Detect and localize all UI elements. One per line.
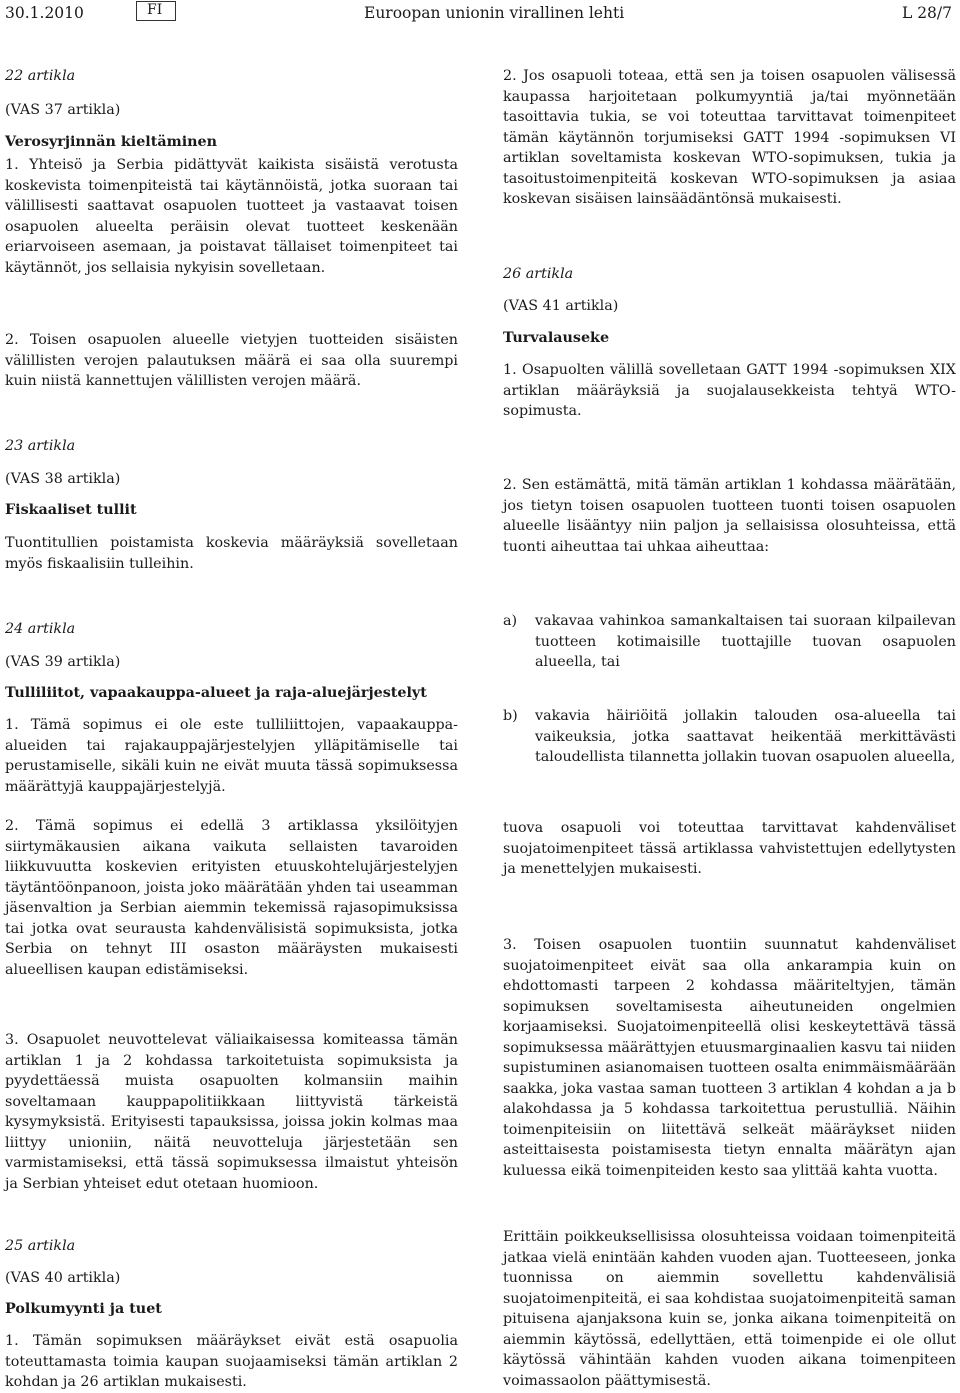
article-22-vas: (VAS 37 artikla) <box>5 102 121 118</box>
page-header <box>0 0 960 30</box>
journal-title: Euroopan unionin virallinen lehti <box>364 4 625 22</box>
language-badge: FI <box>136 1 176 21</box>
item-b-text: vakavia häiriöitä jollakin talouden osa-alueella tai vaikeuksia, jotka saattavat heikentää merkittävästi taloudellista tilannetta jollakin tuovan osapuolen alueella, <box>535 708 956 765</box>
article-26-paragraph-1: 1. Osapuolten välillä sovelletaan GATT 1994 -sopimuksen XIX artiklan määräyksiä ja suojalausekkeista tehtyä WTO-sopimusta. <box>503 362 956 419</box>
page-reference: L 28/7 <box>901 4 952 22</box>
article-26-number: 26 artikla <box>503 266 574 282</box>
article-24-vas: (VAS 39 artikla) <box>5 654 121 670</box>
article-26-paragraph-3: 3. Toisen osapuolen tuontiin suunnatut kahdenväliset suojatoimenpiteet eivät saa olla ankarampia kuin on ehdottomasti tarpeen 2 kohdassa määriteltyjen, tämän sopimuksen soveltamisesta aiheutuneiden ongelmien korjaamiseksi. Suojatoimenpiteellä olisi keskeytettävä tässä sopimuksessa määrättyjen etuusmarginaalien kasvu tai niiden supistuminen asianomaisen tuotteen osalta enimmäismäärään saakka, joka vastaa saman tuotteen 3 artiklan 4 kohdan a ja b alakohdassa ja 5 kohdassa tarkoitettua perustulliä. Näihin toimenpiteisiin on liitettävä selkeät määräykset niiden asteittaisesta poistamisesta tietyn ennalta määrätyn ajan kuluessa eikä toimenpiteiden kesto saa ylittää kahta vuotta. <box>503 937 956 1179</box>
article-22-paragraph-1: 1. Yhteisö ja Serbia pidättyvät kaikista sisäistä verotusta koskevista toimenpiteistä tai käytännöistä, jotka suoraan tai välillisesti saattavat osapuolen tuotteet ja vastaavat toisen osapuolen alueelta peräisin olevat tuotteet keskenään eriarvoiseen asemaan, ja poistavat tällaiset toimenpiteet tai käytännöt, jos sellaisia nykyisin sovelletaan. <box>5 157 458 276</box>
article-25-vas: (VAS 40 artikla) <box>5 1270 121 1286</box>
article-25-title: Polkumyynti ja tuet <box>5 1301 162 1317</box>
item-a-text: vakavaa vahinkoa samankaltaisen tai suoraan kilpailevan tuotteen kotimaisille tuottajille tuovan osapuolen alueella, tai <box>535 613 956 670</box>
article-24-number: 24 artikla <box>5 621 76 637</box>
article-23-number: 23 artikla <box>5 438 76 454</box>
article-22-paragraph-2: 2. Toisen osapuolen alueelle vietyjen tuotteiden sisäisten välillisten verojen palautuksen määrä ei saa olla suurempi kuin niistä kannettujen välillisten verojen määrä. <box>5 332 458 389</box>
article-24-paragraph-1: 1. Tämä sopimus ei ole este tulliliittojen, vapaakauppa-alueiden tai rajakauppajärjestelyjen ylläpitämiselle tai perustamiselle, sikäli kuin ne eivät muuta tässä sopimuksessa määrättyjä kauppajärjestelyjä. <box>5 717 458 795</box>
article-26-paragraph-4: Erittäin poikkeuksellisissa olosuhteissa voidaan toimenpiteitä jatkaa vielä enintään kahden vuoden ajan. Tuotteeseen, jonka tuonnissa on aiemmin sovellettu kahdenvälisiä suojatoimenpiteitä, ei saa kohdistaa suojatoimenpiteitä saman pituisena ajanjaksona kuin se, jonka aikana toimenpiteitä on aiemmin käytössä, edellyttäen, että toimenpide ei ole ollut käytössä vähintään kahden vuoden aikana toimenpiteen voimassaolon päättymisestä. <box>503 1229 956 1389</box>
publication-date: 30.1.2010 <box>5 4 84 22</box>
article-24-paragraph-2: 2. Tämä sopimus ei edellä 3 artiklassa yksilöityjen siirtymäkausien aikana vaikuta sellaisten tavaroiden liikkuvuutta koskevien erityisten etuuskohtelujärjestelyjen täytäntöönpanoon, joista joko määrätään yhden tai useamman jäsenvaltion ja Serbian aiemmin tekemissä rajasopimuksissa tai jotka ovat seurausta kahdenvälisistä sopimuksista, jotka Serbia on tehnyt III osaston määräysten mukaisesti alueellisen kaupan edistämiseksi. <box>5 818 458 978</box>
article-26-item-b <box>503 706 956 768</box>
article-25-paragraph-1: 1. Tämän sopimuksen määräykset eivät estä osapuolia toteuttamasta toimia kaupan suojaamiseksi tämän artiklan 2 kohdan ja 26 artiklan mukaisesti. <box>5 1333 458 1390</box>
item-a-label: a) <box>503 613 518 629</box>
article-25-number: 25 artikla <box>5 1238 76 1254</box>
article-26-item-a <box>503 611 956 673</box>
article-22-number: 22 artikla <box>5 68 76 84</box>
article-23-vas: (VAS 38 artikla) <box>5 471 121 487</box>
article-26-title: Turvalauseke <box>503 330 610 346</box>
article-26-paragraph-2: 2. Sen estämättä, mitä tämän artiklan 1 kohdassa määrätään, jos tietyn toisen osapuolen tuotteen tuonti toisen osapuolen alueelle lisääntyy niin paljon ja sellaisissa olosuhteissa, että tuonti aiheuttaa tai uhkaa aiheuttaa: <box>503 477 956 555</box>
item-b-label: b) <box>503 708 518 724</box>
article-26-continuation: tuova osapuoli voi toteuttaa tarvittavat kahdenväliset suojatoimenpiteet tässä artiklassa vahvistettujen edellytysten ja menettelyjen mukaisesti. <box>503 820 956 877</box>
article-24-paragraph-3: 3. Osapuolet neuvottelevat väliaikaisessa komiteassa tämän artiklan 1 ja 2 kohdassa tarkoitetuista sopimuksista ja pyydettäessä muista osapuolten kolmansiin maihin soveltamaan kauppapolitiikkaan liittyvistä tärkeistä kysymyksistä. Erityisesti tapauksissa, joissa jokin kolmas maa liittyy unioniin, näitä neuvotteluja järjestetään sen varmistamiseksi, että tässä sopimuksessa ilmaistut yhteisön ja Serbian yhteiset edut otetaan huomioon. <box>5 1032 458 1192</box>
article-23-paragraph-1: Tuontitullien poistamista koskevia määräyksiä sovelletaan myös fiskaalisiin tulleihin. <box>5 535 458 572</box>
article-24-title: Tulliliitot, vapaakauppa-alueet ja raja-aluejärjestelyt <box>5 685 427 701</box>
article-22-title: Verosyrjinnän kieltäminen <box>5 134 218 150</box>
article-25-paragraph-2: 2. Jos osapuoli toteaa, että sen ja toisen osapuolen välisessä kaupassa harjoitetaan polkumyyntiä ja/tai myönnetään tasoittavia tukia, se voi toteuttaa tarvittavat toimenpiteet tämän käytännön torjumiseksi GATT 1994 -sopimuksen VI artiklan soveltamista koskevan WTO-sopimuksen, tukia ja tasoitustoimenpiteitä koskevan WTO-sopimuksen ja asiaa koskevan sisäisen lainsäädäntönsä mukaisesti. <box>503 68 956 207</box>
article-26-vas: (VAS 41 artikla) <box>503 298 619 314</box>
article-23-title: Fiskaaliset tullit <box>5 502 137 518</box>
